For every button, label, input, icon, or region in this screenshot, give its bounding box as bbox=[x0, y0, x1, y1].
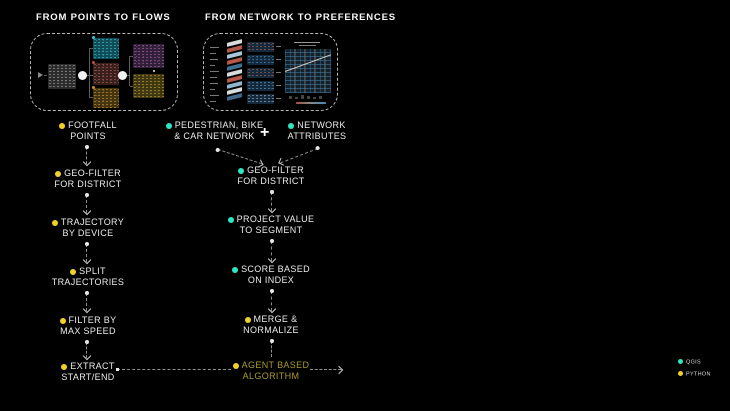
map-title-tick bbox=[299, 45, 316, 46]
step-label: NETWORK bbox=[297, 120, 346, 130]
map-diagonal-road bbox=[285, 54, 331, 72]
flow-connector bbox=[86, 195, 87, 213]
map-thumbnail-trajectories-orange bbox=[93, 88, 119, 108]
points-arrow-icon bbox=[38, 72, 43, 78]
layer-label-tick bbox=[210, 71, 219, 72]
step-dot bbox=[61, 364, 67, 370]
map-label-tick bbox=[276, 59, 281, 60]
step-score-based-on-index bbox=[211, 264, 331, 286]
step-pedestrian-bike-car-network bbox=[152, 120, 277, 142]
step-merge-normalize bbox=[211, 314, 331, 336]
process-circle-2 bbox=[118, 71, 127, 80]
step-label: START/END bbox=[61, 372, 115, 382]
step-footfall-points bbox=[33, 120, 143, 142]
layer-label-tick bbox=[210, 53, 216, 54]
process-circle-1 bbox=[78, 71, 87, 80]
histogram-bar bbox=[301, 95, 304, 99]
legend-dot-qgis bbox=[678, 359, 683, 364]
step-dot bbox=[238, 168, 244, 174]
map-marker-dot-orange bbox=[92, 86, 95, 89]
layer-label-tick bbox=[210, 77, 217, 78]
flow-connector bbox=[86, 342, 87, 358]
layer-label-tick bbox=[210, 95, 219, 96]
map-title-tick bbox=[294, 42, 320, 43]
map-thumbnail-flows-yellow bbox=[133, 74, 164, 98]
step-label: FOOTFALL bbox=[68, 120, 117, 130]
step-dot bbox=[288, 123, 294, 129]
layer-label-tick bbox=[210, 59, 218, 60]
step-dot bbox=[232, 267, 238, 273]
panel-title-points-to-flows: FROM POINTS TO FLOWS bbox=[36, 12, 171, 23]
map-thumbnail-network-2 bbox=[247, 55, 274, 65]
step-label: BY DEVICE bbox=[62, 228, 114, 238]
step-split-trajectories bbox=[33, 266, 143, 288]
legend-dot-python bbox=[678, 371, 683, 376]
step-label: EXTRACT bbox=[70, 361, 115, 371]
step-dot bbox=[245, 317, 251, 323]
legend-label: QGIS bbox=[686, 359, 701, 366]
bracket-trunk bbox=[89, 48, 90, 98]
step-geo-filter-district-right bbox=[211, 165, 331, 187]
flow-connector bbox=[86, 147, 87, 164]
histogram-bar bbox=[295, 97, 298, 99]
step-label: AGENT BASED bbox=[241, 360, 310, 370]
step-network-attributes bbox=[262, 120, 372, 142]
layer-label-tick bbox=[210, 65, 215, 66]
step-label: & CAR NETWORK bbox=[174, 131, 255, 141]
step-dot bbox=[166, 123, 172, 129]
histogram-bar bbox=[289, 96, 292, 99]
legend-item-qgis bbox=[678, 359, 701, 366]
collage-connector-line bbox=[44, 75, 47, 76]
map-thumbnail-network-3 bbox=[247, 68, 274, 78]
agent-output-connector bbox=[310, 369, 341, 370]
step-label: SPLIT bbox=[79, 266, 106, 276]
map-thumbnail-network-5 bbox=[247, 94, 274, 104]
step-label: TO SEGMENT bbox=[239, 225, 303, 235]
merge-connector-left bbox=[218, 149, 262, 164]
step-dot bbox=[59, 123, 65, 129]
step-dot bbox=[228, 217, 234, 223]
step-filter-by-max-speed bbox=[33, 315, 143, 337]
network-layer-stack bbox=[227, 41, 242, 101]
step-label: FOR DISTRICT bbox=[237, 176, 305, 186]
step-label: ATTRIBUTES bbox=[287, 131, 347, 141]
map-thumbnail-raw-points bbox=[48, 64, 76, 89]
flow-connector bbox=[271, 341, 272, 357]
step-label: ALGORITHM bbox=[242, 371, 300, 381]
step-label: PROJECT VALUE bbox=[236, 214, 315, 224]
layer-label-tick bbox=[210, 83, 218, 84]
extract-to-agent-connector bbox=[117, 369, 231, 370]
map-color-scale bbox=[296, 102, 326, 104]
map-thumbnail-network-4 bbox=[247, 81, 274, 91]
map-thumbnail-flows-purple bbox=[133, 44, 164, 68]
map-thumbnail-trajectories-cyan bbox=[93, 38, 119, 59]
map-label-tick bbox=[276, 98, 281, 99]
histogram-bar bbox=[319, 96, 322, 99]
bracket-trunk bbox=[129, 56, 130, 86]
map-label-tick bbox=[276, 72, 281, 73]
step-geo-filter-district-left bbox=[33, 168, 143, 190]
flow-connector bbox=[86, 244, 87, 262]
merge-connector-right bbox=[280, 148, 318, 163]
step-dot bbox=[52, 220, 58, 226]
step-label: MERGE & bbox=[253, 314, 298, 324]
panel-title-network-to-preferences: FROM NETWORK TO PREFERENCES bbox=[205, 12, 396, 23]
step-label: SCORE BASED bbox=[241, 264, 310, 274]
step-label: TRAJECTORY bbox=[60, 217, 125, 227]
flow-connector bbox=[86, 293, 87, 311]
histogram-bar bbox=[313, 97, 316, 99]
flow-connector bbox=[271, 192, 272, 211]
plus-sign: + bbox=[260, 124, 270, 141]
map-marker-dot-cyan bbox=[92, 36, 95, 39]
step-dot bbox=[55, 171, 61, 177]
step-dot bbox=[70, 269, 76, 275]
legend-label: PYTHON bbox=[686, 371, 711, 378]
layer-label-tick bbox=[210, 101, 216, 102]
map-label-tick bbox=[276, 85, 281, 86]
map-thumbnail-trajectories-red bbox=[93, 63, 119, 85]
map-marker-dot-red bbox=[92, 61, 95, 64]
step-extract-start-end bbox=[33, 361, 143, 383]
step-label: GEO-FILTER bbox=[64, 168, 121, 178]
map-thumbnail-scored-network bbox=[285, 49, 331, 93]
step-agent-based-algorithm bbox=[211, 360, 331, 382]
layer-label-tick bbox=[210, 47, 219, 48]
panel-points-to-flows bbox=[30, 33, 178, 111]
step-trajectory-by-device bbox=[33, 217, 143, 239]
step-dot bbox=[233, 363, 239, 369]
step-project-value-to-segment bbox=[211, 214, 331, 236]
collage-dot bbox=[153, 70, 155, 72]
step-label: GEO-FILTER bbox=[247, 165, 304, 175]
step-label: PEDESTRIAN, BIKE bbox=[174, 120, 264, 130]
step-label: ON INDEX bbox=[247, 275, 295, 285]
step-label: MAX SPEED bbox=[60, 326, 116, 336]
panel-network-to-preferences bbox=[203, 33, 338, 111]
histogram-bar bbox=[307, 96, 310, 99]
step-label: NORMALIZE bbox=[243, 325, 299, 335]
step-label: TRAJECTORIES bbox=[51, 277, 125, 287]
legend-item-python bbox=[678, 371, 711, 378]
step-label: FILTER BY bbox=[68, 315, 117, 325]
layer-label-tick bbox=[210, 89, 215, 90]
map-thumbnail-network-1 bbox=[247, 42, 274, 52]
flow-connector bbox=[271, 241, 272, 261]
flow-connector bbox=[271, 291, 272, 311]
map-label-tick bbox=[276, 46, 281, 47]
step-label: FOR DISTRICT bbox=[54, 179, 122, 189]
step-dot bbox=[60, 318, 66, 324]
step-label: POINTS bbox=[70, 131, 106, 141]
